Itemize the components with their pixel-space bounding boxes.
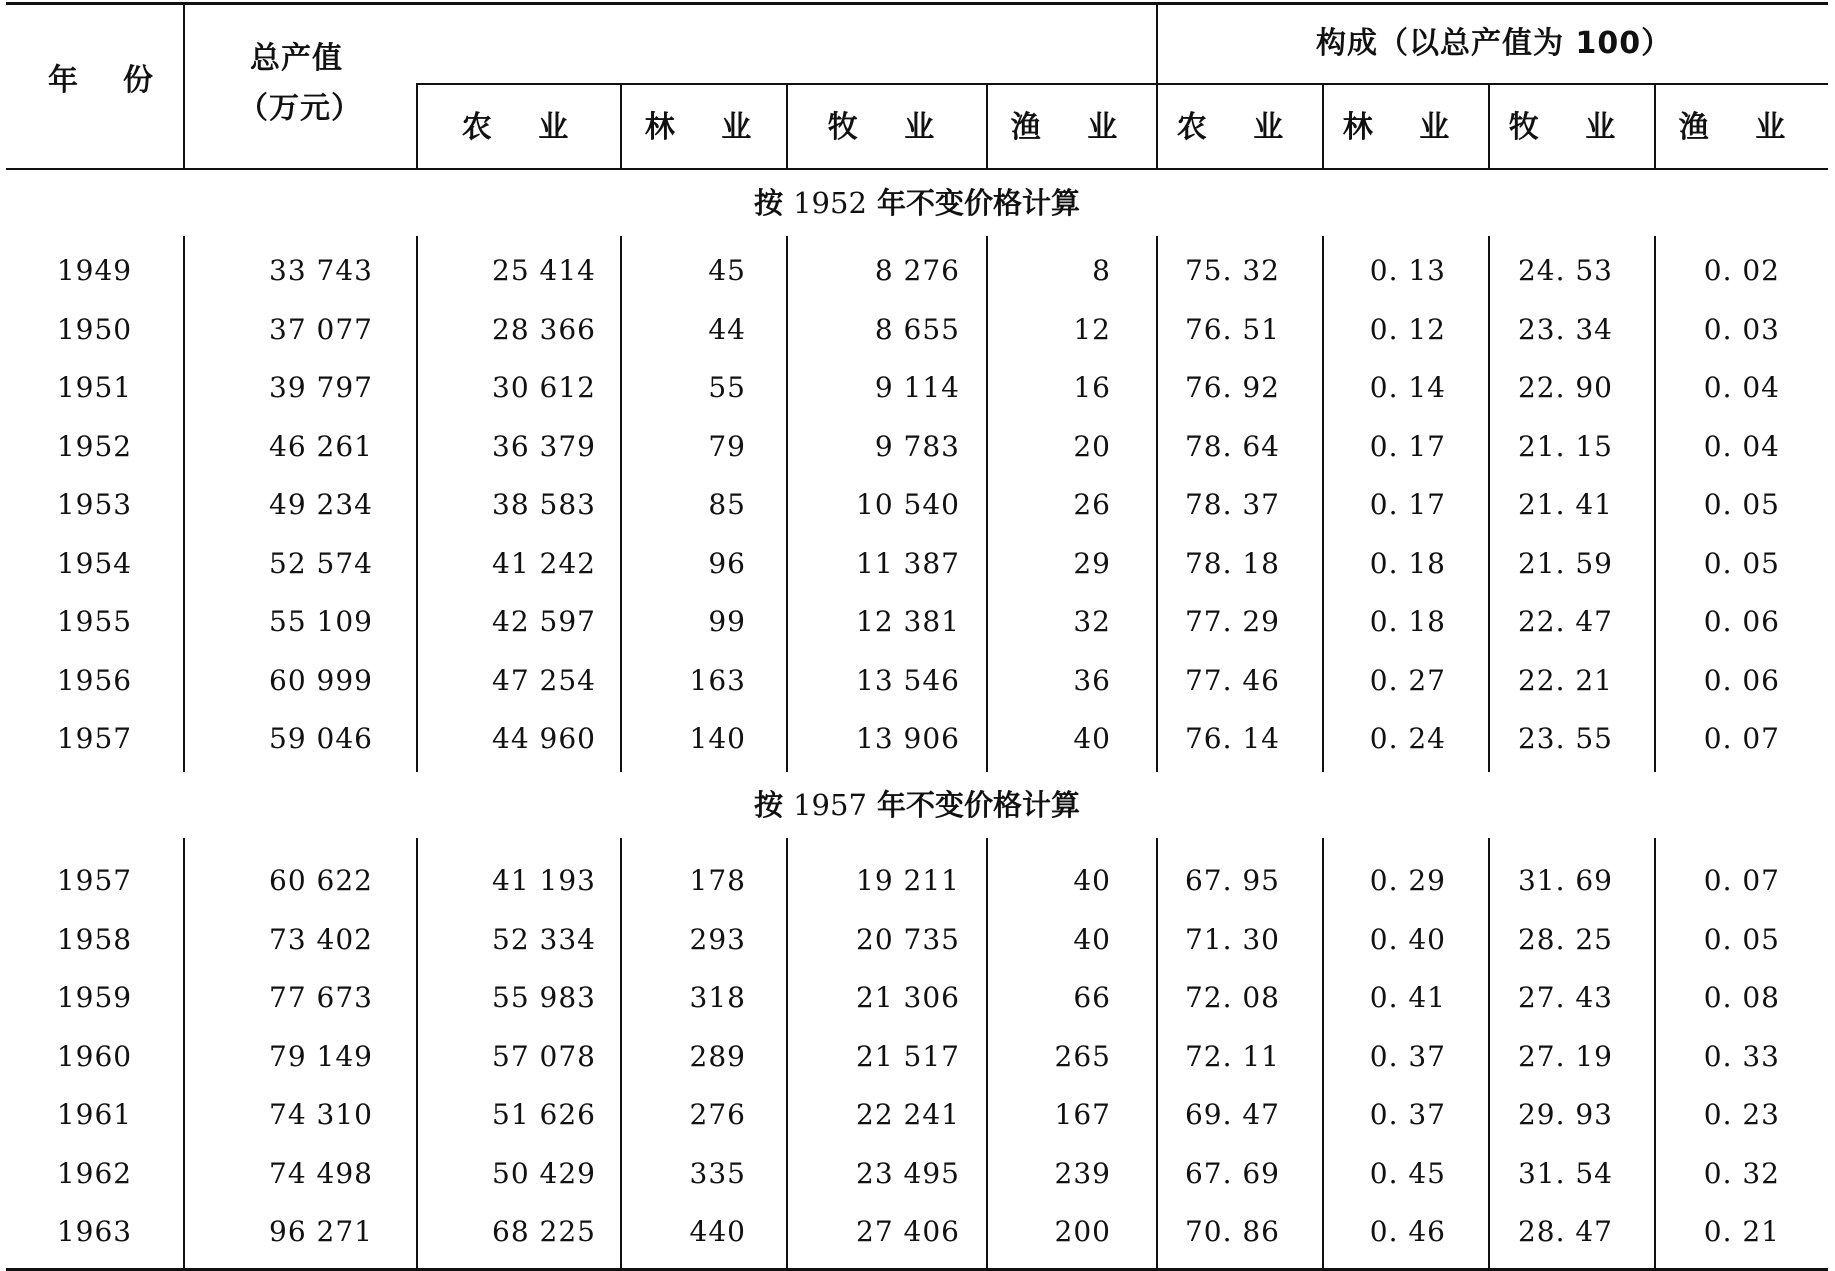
cell-forestry: 99 [708,605,746,638]
header-divider [416,84,418,168]
cell-share-agriculture: 77. 29 [1184,605,1280,638]
table-row [6,852,1828,910]
cell-agriculture: 47 254 [492,663,596,697]
cell-share-animal-husbandry: 31. 69 [1517,864,1613,897]
header-bottom-rule [6,168,1828,170]
cell-forestry: 163 [689,663,746,697]
cell-animal-husbandry: 8 276 [874,254,960,287]
cell-forestry: 178 [689,864,746,897]
cell-agriculture: 28 366 [492,312,596,346]
cell-share-forestry: 0. 13 [1369,254,1446,287]
cell-fishery: 40 [1073,722,1111,755]
cell-fishery: 12 [1073,312,1111,346]
cell-share-forestry: 0. 41 [1369,981,1446,1014]
cell-total-output: 59 046 [269,722,373,755]
cell-year: 1958 [56,922,133,956]
header-divider [1322,84,1324,168]
header-col-fishery: 渔 业 [1010,110,1136,145]
cell-year: 1950 [56,312,133,346]
cell-animal-husbandry: 27 406 [856,1215,960,1248]
cell-fishery: 20 [1073,429,1111,463]
cell-year: 1949 [56,254,133,287]
cell-share-forestry: 0. 12 [1369,312,1446,346]
cell-year: 1954 [56,546,133,580]
cell-year: 1959 [56,981,133,1014]
cell-share-agriculture: 78. 18 [1184,546,1280,580]
header-divider [620,84,622,168]
cell-total-output: 60 622 [269,864,373,897]
cell-total-output: 74 498 [269,1156,373,1190]
cell-forestry: 45 [708,254,746,287]
cell-fishery: 40 [1073,864,1111,897]
cell-year: 1962 [56,1156,133,1190]
cell-share-forestry: 0. 17 [1369,429,1446,463]
cell-total-output: 73 402 [269,922,373,956]
section-title [6,788,1828,822]
cell-share-fishery: 0. 08 [1703,981,1780,1014]
cell-share-animal-husbandry: 23. 34 [1517,312,1613,346]
cell-share-animal-husbandry: 28. 47 [1517,1215,1613,1248]
cell-share-agriculture: 78. 64 [1184,429,1280,463]
cell-share-agriculture: 78. 37 [1184,488,1280,521]
cell-share-fishery: 0. 04 [1703,371,1780,404]
header-year: 年 份 [48,63,161,98]
cell-share-animal-husbandry: 27. 19 [1517,1039,1613,1073]
cell-share-agriculture: 77. 46 [1184,663,1280,697]
header-divider [986,84,988,168]
cell-agriculture: 30 612 [492,371,596,404]
section-title-prefix: 按 [753,788,783,822]
table-row [6,710,1828,768]
cell-forestry: 440 [689,1215,746,1248]
header-col-share-fishery: 渔 业 [1678,110,1804,145]
cell-total-output: 74 310 [269,1098,373,1131]
cell-share-forestry: 0. 29 [1369,864,1446,897]
cell-share-animal-husbandry: 27. 43 [1517,981,1613,1014]
cell-animal-husbandry: 21 517 [856,1039,960,1073]
cell-agriculture: 44 960 [492,722,596,755]
cell-total-output: 46 261 [269,429,373,463]
cell-animal-husbandry: 10 540 [856,488,960,521]
cell-total-output: 39 797 [269,371,373,404]
cell-total-output: 96 271 [269,1215,373,1248]
cell-forestry: 55 [708,371,746,404]
cell-share-forestry: 0. 27 [1369,663,1446,697]
table-row [6,969,1828,1027]
cell-year: 1957 [56,864,133,897]
cell-share-agriculture: 67. 95 [1184,864,1280,897]
header-col-share-agriculture: 农 业 [1176,110,1302,145]
cell-share-fishery: 0. 07 [1703,864,1780,897]
cell-animal-husbandry: 13 906 [856,722,960,755]
cell-agriculture: 57 078 [492,1039,596,1073]
cell-share-agriculture: 76. 51 [1184,312,1280,346]
table-row [6,476,1828,534]
section-title-prefix: 按 [753,186,783,220]
cell-share-forestry: 0. 46 [1369,1215,1446,1248]
cell-share-agriculture: 67. 69 [1184,1156,1280,1190]
cell-fishery: 16 [1073,371,1111,404]
cell-agriculture: 41 242 [492,546,596,580]
cell-share-agriculture: 76. 14 [1184,722,1280,755]
cell-year: 1957 [56,722,133,755]
cell-share-fishery: 0. 06 [1703,663,1780,697]
cell-year: 1960 [56,1039,133,1073]
cell-share-forestry: 0. 17 [1369,488,1446,521]
cell-agriculture: 38 583 [492,488,596,521]
cell-animal-husbandry: 19 211 [856,864,960,897]
cell-year: 1961 [56,1098,133,1131]
cell-share-fishery: 0. 21 [1703,1215,1780,1248]
header-total: 总产值 [250,41,343,76]
header-divider [183,4,185,168]
section-title-suffix: 年不变价格计算 [877,788,1081,822]
cell-share-animal-husbandry: 22. 47 [1517,605,1613,638]
table-row [6,1086,1828,1144]
cell-total-output: 37 077 [269,312,373,346]
cell-year: 1963 [56,1215,133,1248]
cell-forestry: 293 [689,922,746,956]
cell-forestry: 44 [708,312,746,346]
cell-animal-husbandry: 12 381 [856,605,960,638]
cell-animal-husbandry: 20 735 [856,922,960,956]
cell-fishery: 40 [1073,922,1111,956]
cell-animal-husbandry: 23 495 [856,1156,960,1190]
cell-share-agriculture: 72. 11 [1184,1039,1280,1073]
cell-agriculture: 68 225 [492,1215,596,1248]
cell-share-fishery: 0. 33 [1703,1039,1780,1073]
header-divider [786,84,788,168]
cell-forestry: 85 [708,488,746,521]
cell-share-fishery: 0. 05 [1703,922,1780,956]
cell-total-output: 52 574 [269,546,373,580]
cell-forestry: 79 [708,429,746,463]
cell-share-fishery: 0. 07 [1703,722,1780,755]
cell-share-forestry: 0. 18 [1369,546,1446,580]
cell-share-fishery: 0. 03 [1703,312,1780,346]
cell-fishery: 26 [1073,488,1111,521]
cell-fishery: 29 [1073,546,1111,580]
header-total-unit: （万元） [238,91,362,126]
cell-share-fishery: 0. 23 [1703,1098,1780,1131]
cell-share-animal-husbandry: 31. 54 [1517,1156,1613,1190]
header-divider [1654,84,1656,168]
cell-fishery: 167 [1054,1098,1111,1131]
cell-share-agriculture: 70. 86 [1184,1215,1280,1248]
table-row [6,593,1828,651]
header-sub-rule [416,83,1828,85]
cell-total-output: 77 673 [269,981,373,1014]
cell-agriculture: 41 193 [492,864,596,897]
cell-share-forestry: 0. 14 [1369,371,1446,404]
cell-share-animal-husbandry: 22. 21 [1517,663,1613,697]
section-title-year: 1952 [793,186,867,220]
header-composition: 构成（以总产值为 100） [1316,26,1673,61]
cell-share-agriculture: 72. 08 [1184,981,1280,1014]
cell-agriculture: 50 429 [492,1156,596,1190]
cell-agriculture: 55 983 [492,981,596,1014]
cell-animal-husbandry: 13 546 [856,663,960,697]
cell-share-animal-husbandry: 29. 93 [1517,1098,1613,1131]
cell-agriculture: 52 334 [492,922,596,956]
header-col-agriculture: 农 业 [461,110,587,145]
header-divider [1156,4,1158,168]
header-col-share-forestry: 林 业 [1342,110,1468,145]
cell-share-forestry: 0. 24 [1369,722,1446,755]
cell-share-fishery: 0. 05 [1703,488,1780,521]
cell-fishery: 36 [1073,663,1111,697]
cell-fishery: 200 [1054,1215,1111,1248]
cell-share-fishery: 0. 02 [1703,254,1780,287]
cell-total-output: 55 109 [269,605,373,638]
cell-share-forestry: 0. 18 [1369,605,1446,638]
cell-year: 1955 [56,605,133,638]
table-row [6,242,1828,300]
cell-share-animal-husbandry: 28. 25 [1517,922,1613,956]
cell-fishery: 32 [1073,605,1111,638]
cell-animal-husbandry: 8 655 [874,312,960,346]
header-divider [1488,84,1490,168]
cell-forestry: 96 [708,546,746,580]
table-row [6,535,1828,593]
cell-total-output: 33 743 [269,254,373,287]
table-row [6,1203,1828,1261]
cell-share-animal-husbandry: 24. 53 [1517,254,1613,287]
cell-animal-husbandry: 9 114 [874,371,960,404]
section-title-suffix: 年不变价格计算 [877,186,1081,220]
table-row [6,301,1828,359]
table-row [6,359,1828,417]
cell-forestry: 335 [689,1156,746,1190]
table-row [6,418,1828,476]
cell-share-fishery: 0. 06 [1703,605,1780,638]
cell-agriculture: 42 597 [492,605,596,638]
cell-share-agriculture: 71. 30 [1184,922,1280,956]
table-row [6,1028,1828,1086]
cell-fishery: 66 [1073,981,1111,1014]
cell-total-output: 49 234 [269,488,373,521]
cell-share-animal-husbandry: 21. 41 [1517,488,1613,521]
cell-share-forestry: 0. 40 [1369,922,1446,956]
cell-share-fishery: 0. 04 [1703,429,1780,463]
cell-share-fishery: 0. 32 [1703,1156,1780,1190]
statistics-table [6,0,1828,1270]
cell-agriculture: 36 379 [492,429,596,463]
cell-share-animal-husbandry: 21. 15 [1517,429,1613,463]
section-title-year: 1957 [793,788,867,822]
table-row [6,1145,1828,1203]
cell-share-agriculture: 75. 32 [1184,254,1280,287]
cell-year: 1956 [56,663,133,697]
table-top-rule [6,2,1828,5]
cell-share-animal-husbandry: 22. 90 [1517,371,1613,404]
cell-share-agriculture: 69. 47 [1184,1098,1280,1131]
cell-share-agriculture: 76. 92 [1184,371,1280,404]
cell-agriculture: 25 414 [492,254,596,287]
cell-forestry: 276 [689,1098,746,1131]
cell-share-animal-husbandry: 21. 59 [1517,546,1613,580]
header-col-animal-husbandry: 牧 业 [827,110,953,145]
cell-share-forestry: 0. 45 [1369,1156,1446,1190]
section-title [6,186,1828,220]
cell-total-output: 60 999 [269,663,373,697]
cell-animal-husbandry: 9 783 [874,429,960,463]
cell-animal-husbandry: 11 387 [856,546,960,580]
cell-forestry: 318 [689,981,746,1014]
cell-share-animal-husbandry: 23. 55 [1517,722,1613,755]
cell-fishery: 239 [1054,1156,1111,1190]
cell-forestry: 140 [689,722,746,755]
cell-year: 1951 [56,371,133,404]
cell-forestry: 289 [689,1039,746,1073]
cell-year: 1953 [56,488,133,521]
cell-fishery: 8 [1092,254,1111,287]
cell-share-fishery: 0. 05 [1703,546,1780,580]
cell-animal-husbandry: 22 241 [856,1098,960,1131]
cell-total-output: 79 149 [269,1039,373,1073]
cell-share-forestry: 0. 37 [1369,1039,1446,1073]
cell-share-forestry: 0. 37 [1369,1098,1446,1131]
header-col-share-animal-husbandry: 牧 业 [1508,110,1634,145]
cell-fishery: 265 [1054,1039,1111,1073]
cell-animal-husbandry: 21 306 [856,981,960,1014]
table-row [6,652,1828,710]
cell-year: 1952 [56,429,133,463]
header-col-forestry: 林 业 [644,110,770,145]
table-row [6,911,1828,969]
cell-agriculture: 51 626 [492,1098,596,1131]
